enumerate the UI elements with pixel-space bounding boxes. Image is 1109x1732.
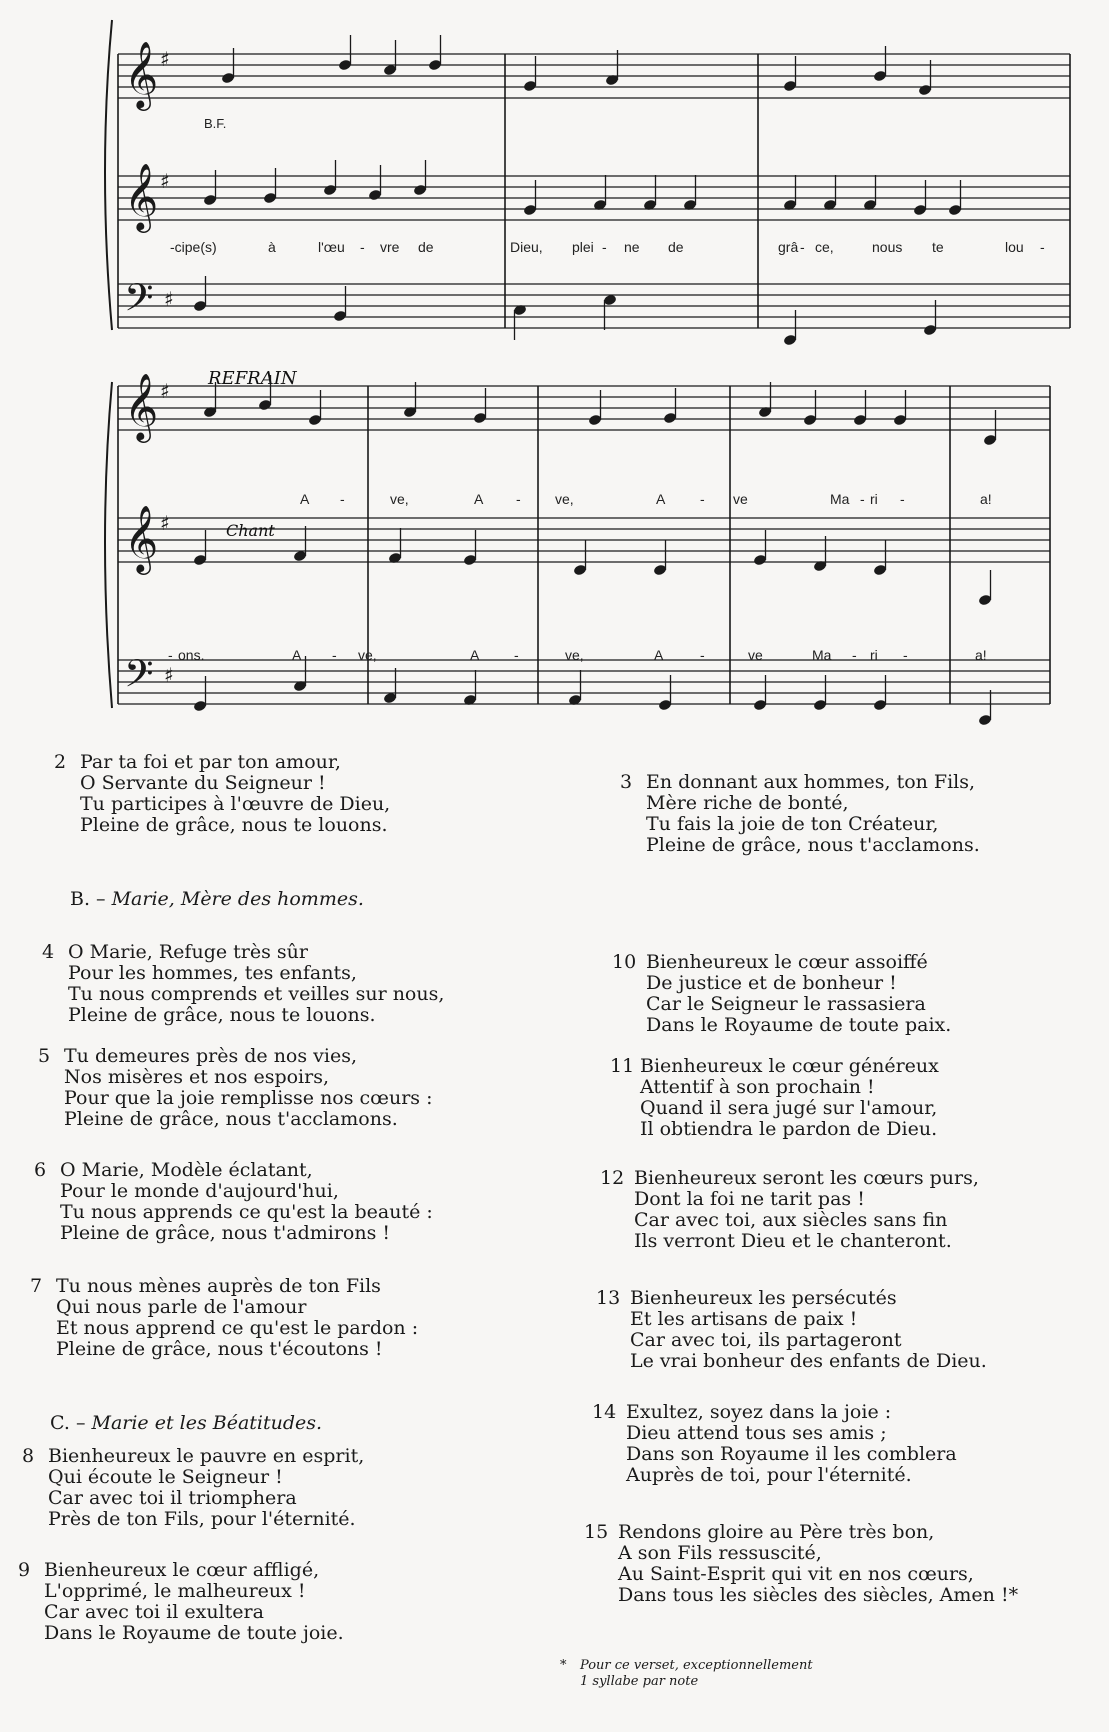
- lyric-syllable: -: [1040, 239, 1045, 255]
- lyric-syllable: ri: [870, 647, 878, 663]
- lyric-syllable: -: [516, 491, 521, 507]
- treble-clef: 𝄞: [124, 162, 159, 230]
- lyric-syllable: -: [700, 491, 705, 507]
- notes: [193, 35, 997, 726]
- section-title: Marie et les Béatitudes.: [91, 1412, 323, 1434]
- lyric-syllable: -: [168, 647, 173, 663]
- sharp-sign: ♯: [160, 47, 170, 71]
- lyric-syllable: A: [470, 647, 480, 663]
- lyric-syllable: ce,: [815, 239, 834, 255]
- staff-lines: [105, 20, 1070, 708]
- label-bf: B.F.: [204, 116, 227, 131]
- lyric-syllable: grâ: [778, 239, 799, 255]
- refrain-label: REFRAIN: [208, 368, 297, 389]
- lyric-syllable: de: [668, 239, 684, 255]
- section-heading-c: C. – Marie et les Béatitudes.: [50, 1412, 323, 1434]
- chant-label: Chant: [226, 521, 275, 540]
- lyric-syllable: a!: [975, 647, 987, 663]
- system-brace: [105, 20, 112, 330]
- sharp-sign: ♯: [160, 379, 170, 403]
- system-brace: [105, 382, 112, 708]
- verse-line: O Servante du Seigneur !: [80, 772, 326, 794]
- verse-10: 10 Bienheureux le cœur assoiffé De justice et de bonheur ! Car le Seigneur le rassasiera Dans le Royaume de toute paix.: [612, 951, 952, 1036]
- verse-13: 13 Bienheureux les persécutés Et les artisans de paix ! Car avec toi, ils partageront Le vrai bonheur des enfants de Dieu.: [596, 1287, 987, 1372]
- sharp-sign: ♯: [160, 169, 170, 193]
- lyric-syllable: ne: [624, 239, 640, 255]
- lyric-syllable: A: [474, 491, 484, 507]
- verse-14: 14 Exultez, soyez dans la joie : Dieu attend tous ses amis ; Dans son Royaume il les comblera Auprès de toi, pour l'éternité.: [592, 1401, 957, 1486]
- footnote-mark: *: [560, 1658, 567, 1673]
- verse-11: 11 Bienheureux le cœur généreux Attentif à son prochain ! Quand il sera jugé sur l'amour, Il obtiendra le pardon de Dieu.: [610, 1055, 939, 1140]
- verse-8: 8 Bienheureux le pauvre en esprit, Qui écoute le Seigneur ! Car avec toi il triomphera Près de ton Fils, pour l'éternité.: [22, 1445, 365, 1530]
- lyric-syllable: -: [514, 647, 519, 663]
- verse-7: 7 Tu nous mènes auprès de ton Fils Qui nous parle de l'amour Et nous apprend ce qu'est le pardon : Pleine de grâce, nous t'écoutons !: [30, 1275, 419, 1360]
- lyric-syllable: -: [360, 239, 365, 255]
- lyric-syllable: -: [900, 491, 905, 507]
- lyric-syllable: -: [700, 647, 705, 663]
- verse-9: 9 Bienheureux le cœur affligé, L'opprimé, le malheureux ! Car avec toi il exultera Dans le Royaume de toute joie.: [18, 1559, 344, 1644]
- footnote: * Pour ce verset, exceptionnellement 1 syllabe par note: [560, 1658, 813, 1689]
- lyric-syllable: -: [602, 239, 607, 255]
- lyric-syllable: ve,: [358, 647, 377, 663]
- lyric-syllable: -: [903, 647, 908, 663]
- treble-clef: 𝄞: [124, 40, 159, 108]
- bass-clef: 𝄢: [124, 275, 154, 329]
- lyric-syllable: -: [332, 647, 337, 663]
- lyric-syllable: plei: [572, 239, 594, 255]
- lyric-syllable: de: [418, 239, 434, 255]
- clefs: [124, 40, 174, 705]
- lyrics-system1: [170, 239, 1045, 255]
- lyric-syllable: l'œu: [318, 239, 345, 255]
- lyric-syllable: ve,: [565, 647, 584, 663]
- lyric-syllable: ve: [733, 491, 748, 507]
- lyric-syllable: -: [340, 491, 345, 507]
- section-heading-b: B. – Marie, Mère des hommes.: [70, 888, 364, 910]
- lyric-syllable: Dieu,: [510, 239, 543, 255]
- verse-12: 12 Bienheureux seront les cœurs purs, Dont la foi ne tarit pas ! Car avec toi, aux siècles sans fin Ils verront Dieu et le chanteront.: [600, 1167, 979, 1252]
- verse-6: 6 O Marie, Modèle éclatant, Pour le monde d'aujourd'hui, Tu nous apprends ce qu'est la beauté : Pleine de grâce, nous t'admirons !: [34, 1159, 433, 1244]
- music-score: [0, 0, 1109, 740]
- verse-5: 5 Tu demeures près de nos vies, Nos misères et nos espoirs, Pour que la joie remplisse nos cœurs : Pleine de grâce, nous t'acclamons.: [38, 1045, 433, 1130]
- treble-clef: 𝄞: [124, 504, 159, 572]
- sharp-sign: ♯: [160, 511, 170, 535]
- verse-line: Tu participes à l'œuvre de Dieu,: [80, 793, 391, 815]
- lyric-syllable: A: [292, 647, 302, 663]
- section-title: Marie, Mère des hommes.: [111, 888, 364, 910]
- sharp-sign: ♯: [164, 287, 174, 311]
- lyric-syllable: vre: [380, 239, 400, 255]
- lyric-syllable: lou: [1005, 239, 1024, 255]
- lyric-syllable: A: [654, 647, 664, 663]
- lyric-syllable: A: [656, 491, 666, 507]
- lyrics-system2-top: [300, 491, 992, 507]
- lyric-syllable: ri: [870, 491, 878, 507]
- lyric-syllable: ve: [748, 647, 763, 663]
- lyric-syllable: Ma: [812, 647, 832, 663]
- verse-15: 15 Rendons gloire au Père très bon, A son Fils ressuscité, Au Saint-Esprit qui vit en nos cœurs, Dans tous les siècles des siècles, Amen !*: [584, 1521, 1019, 1606]
- lyric-syllable: Ma: [830, 491, 850, 507]
- sharp-sign: ♯: [164, 663, 174, 687]
- bass-clef: 𝄢: [124, 651, 154, 705]
- lyric-syllable: -: [800, 239, 805, 255]
- lyric-syllable: te: [932, 239, 944, 255]
- verse-3: 3 En donnant aux hommes, ton Fils, Mère riche de bonté, Tu fais la joie de ton Créateur, Pleine de grâce, nous t'acclamons.: [620, 771, 980, 856]
- treble-clef: 𝄞: [124, 372, 159, 440]
- lyric-syllable: -: [860, 491, 865, 507]
- lyric-syllable: ons.: [178, 647, 205, 663]
- verse-line: Pleine de grâce, nous te louons.: [80, 814, 388, 836]
- lyric-syllable: a!: [980, 491, 992, 507]
- verse-number: 2: [54, 751, 67, 773]
- verse-4: 4 O Marie, Refuge très sûr Pour les hommes, tes enfants, Tu nous comprends et veilles sur nous, Pleine de grâce, nous te louons.: [42, 941, 445, 1026]
- lyric-syllable: A: [300, 491, 310, 507]
- lyric-syllable: -: [852, 647, 857, 663]
- lyric-syllable: à: [268, 239, 276, 255]
- verse-line: Par ta foi et par ton amour,: [80, 751, 341, 773]
- lyric-syllable: nous: [872, 239, 903, 255]
- lyric-syllable: ve,: [390, 491, 409, 507]
- lyric-syllable: ve,: [555, 491, 574, 507]
- lyric-syllable: -cipe(s): [170, 239, 217, 255]
- verse-2: [54, 751, 391, 836]
